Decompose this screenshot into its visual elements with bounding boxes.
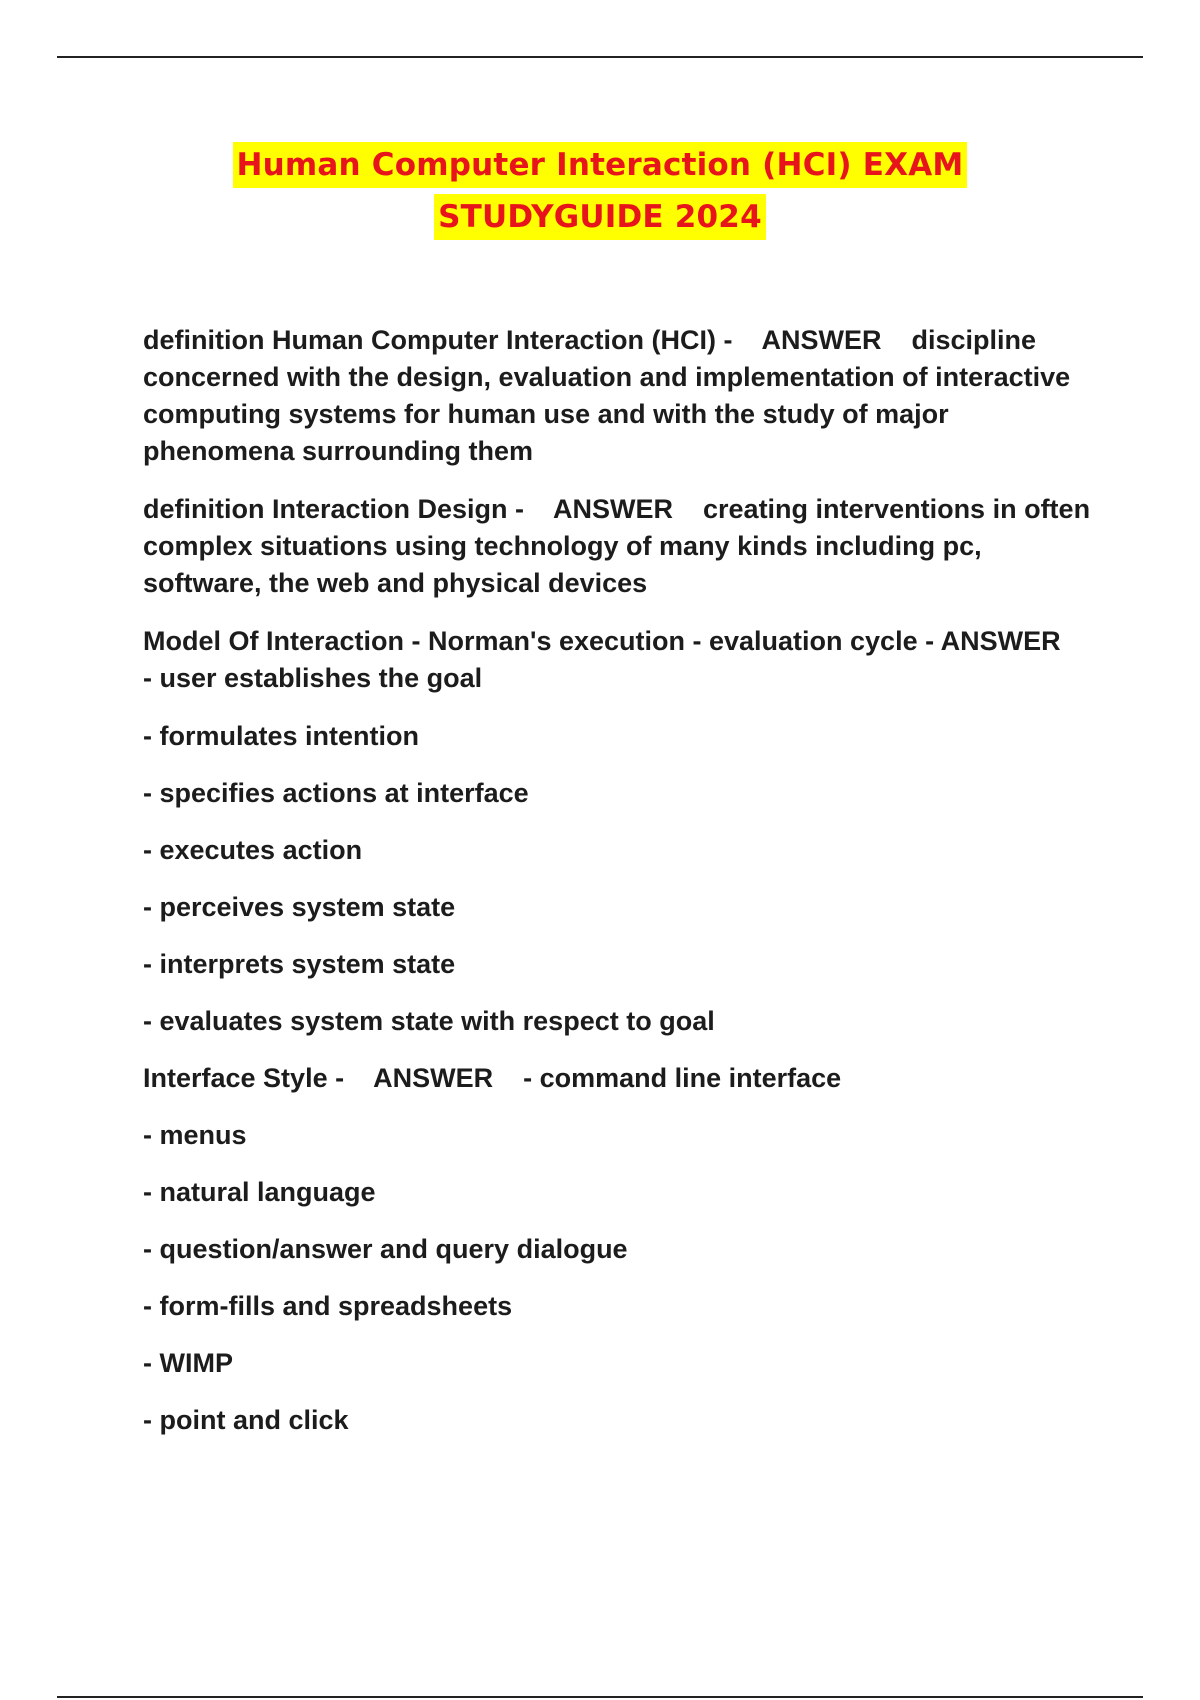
definition-interaction-design: definition Interaction Design - ANSWER creating interventions in often complex situations using technology of many kinds including pc, software, the web and physical devices — [143, 494, 1098, 598]
list-item: - WIMP — [143, 1348, 233, 1378]
interface-style: Interface Style - ANSWER - command line interface — [143, 1063, 842, 1093]
list-item: - specifies actions at interface — [143, 778, 529, 808]
bottom-divider — [57, 1696, 1143, 1698]
list-item: - natural language — [143, 1177, 376, 1207]
list-item: - form-fills and spreadsheets — [143, 1291, 513, 1321]
study-guide-content — [143, 322, 1098, 1459]
list-item: - formulates intention — [143, 721, 419, 751]
list-item: - perceives system state — [143, 892, 456, 922]
top-divider — [57, 56, 1143, 58]
list-item: - executes action — [143, 835, 363, 865]
list-item: - evaluates system state with respect to goal — [143, 1006, 715, 1036]
list-item: - menus — [143, 1120, 247, 1150]
model-of-interaction: Model Of Interaction - Norman's execution - evaluation cycle - ANSWER - user establishes the goal — [143, 626, 1091, 693]
list-item: - interprets system state — [143, 949, 456, 979]
list-item: - point and click — [143, 1405, 349, 1435]
document-title — [0, 142, 1200, 246]
title-line-2: STUDYGUIDE 2024 — [434, 194, 766, 240]
title-line-1: Human Computer Interaction (HCI) EXAM — [233, 142, 968, 188]
definition-hci: definition Human Computer Interaction (HCI) - ANSWER discipline concerned with the design, evaluation and implementation of interactive computing systems for human use and with the study of major phenomena surrounding them — [143, 325, 1078, 466]
list-item: - question/answer and query dialogue — [143, 1234, 628, 1264]
